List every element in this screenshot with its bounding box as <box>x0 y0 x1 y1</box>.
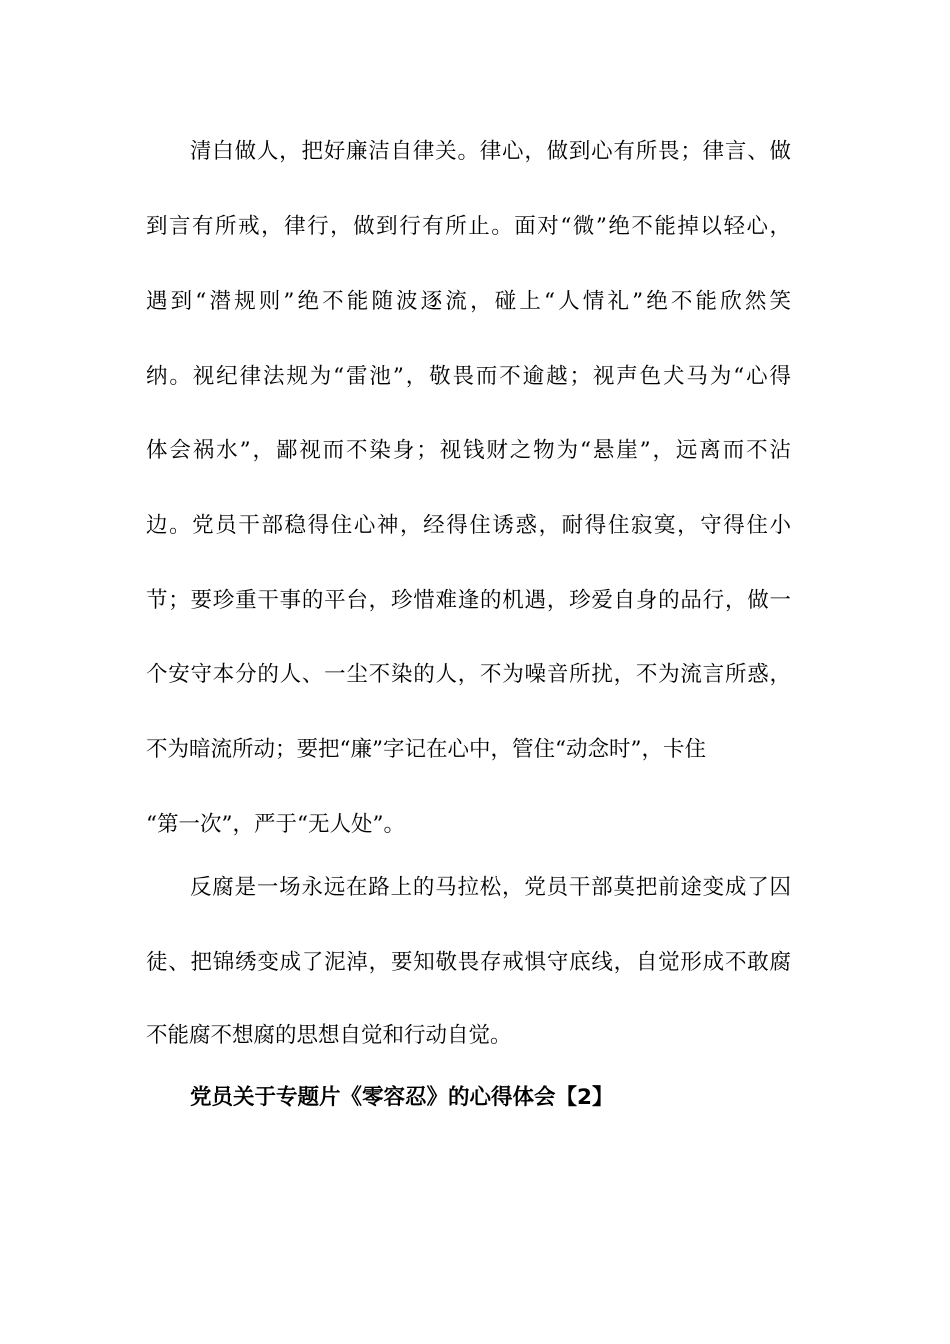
section-heading: 党员关于专题片《零容忍》的心得体会【2】 <box>190 1085 614 1110</box>
paragraph-2-line-2: 徒、把锦绣变成了泥淖，要知敬畏存戒惧守底线，自觉形成不敢腐 <box>146 950 791 975</box>
paragraph-2-line-1: 反腐是一场永远在路上的马拉松，党员干部莫把前途变成了囚 <box>190 875 791 900</box>
paragraph-1-line-3: 遇到“潜规则”绝不能随波逐流，碰上“人情礼”绝不能欣然笑 <box>146 289 791 314</box>
paragraph-2-line-3: 不能腐不想腐的思想自觉和行动自觉。 <box>146 1023 512 1048</box>
paragraph-1-line-5: 体会祸水”，鄙视而不染身；视钱财之物为“悬崖”，远离而不沾 <box>146 438 791 463</box>
paragraph-1-line-10: “第一次”，严于“无人处”。 <box>146 812 405 837</box>
paragraph-1-line-8: 个安守本分的人、一尘不染的人，不为噪音所扰，不为流言所惑， <box>146 662 791 687</box>
paragraph-1-line-6: 边。党员干部稳得住心神，经得住诱惑，耐得住寂寞，守得住小 <box>146 513 791 538</box>
paragraph-1-line-1: 清白做人，把好廉洁自律关。律心，做到心有所畏；律言、做 <box>190 139 791 164</box>
paragraph-1-line-9: 不为暗流所动；要把“廉”字记在心中，管住“动念时”，卡住 <box>146 737 706 762</box>
paragraph-1-line-7: 节；要珍重干事的平台，珍惜难逢的机遇，珍爱自身的品行，做一 <box>146 588 791 613</box>
paragraph-1-line-4: 纳。视纪律法规为“雷池”，敬畏而不逾越；视声色犬马为“心得 <box>146 364 791 389</box>
paragraph-1-line-2: 到言有所戒，律行，做到行有所止。面对“微”绝不能掉以轻心， <box>146 214 791 239</box>
